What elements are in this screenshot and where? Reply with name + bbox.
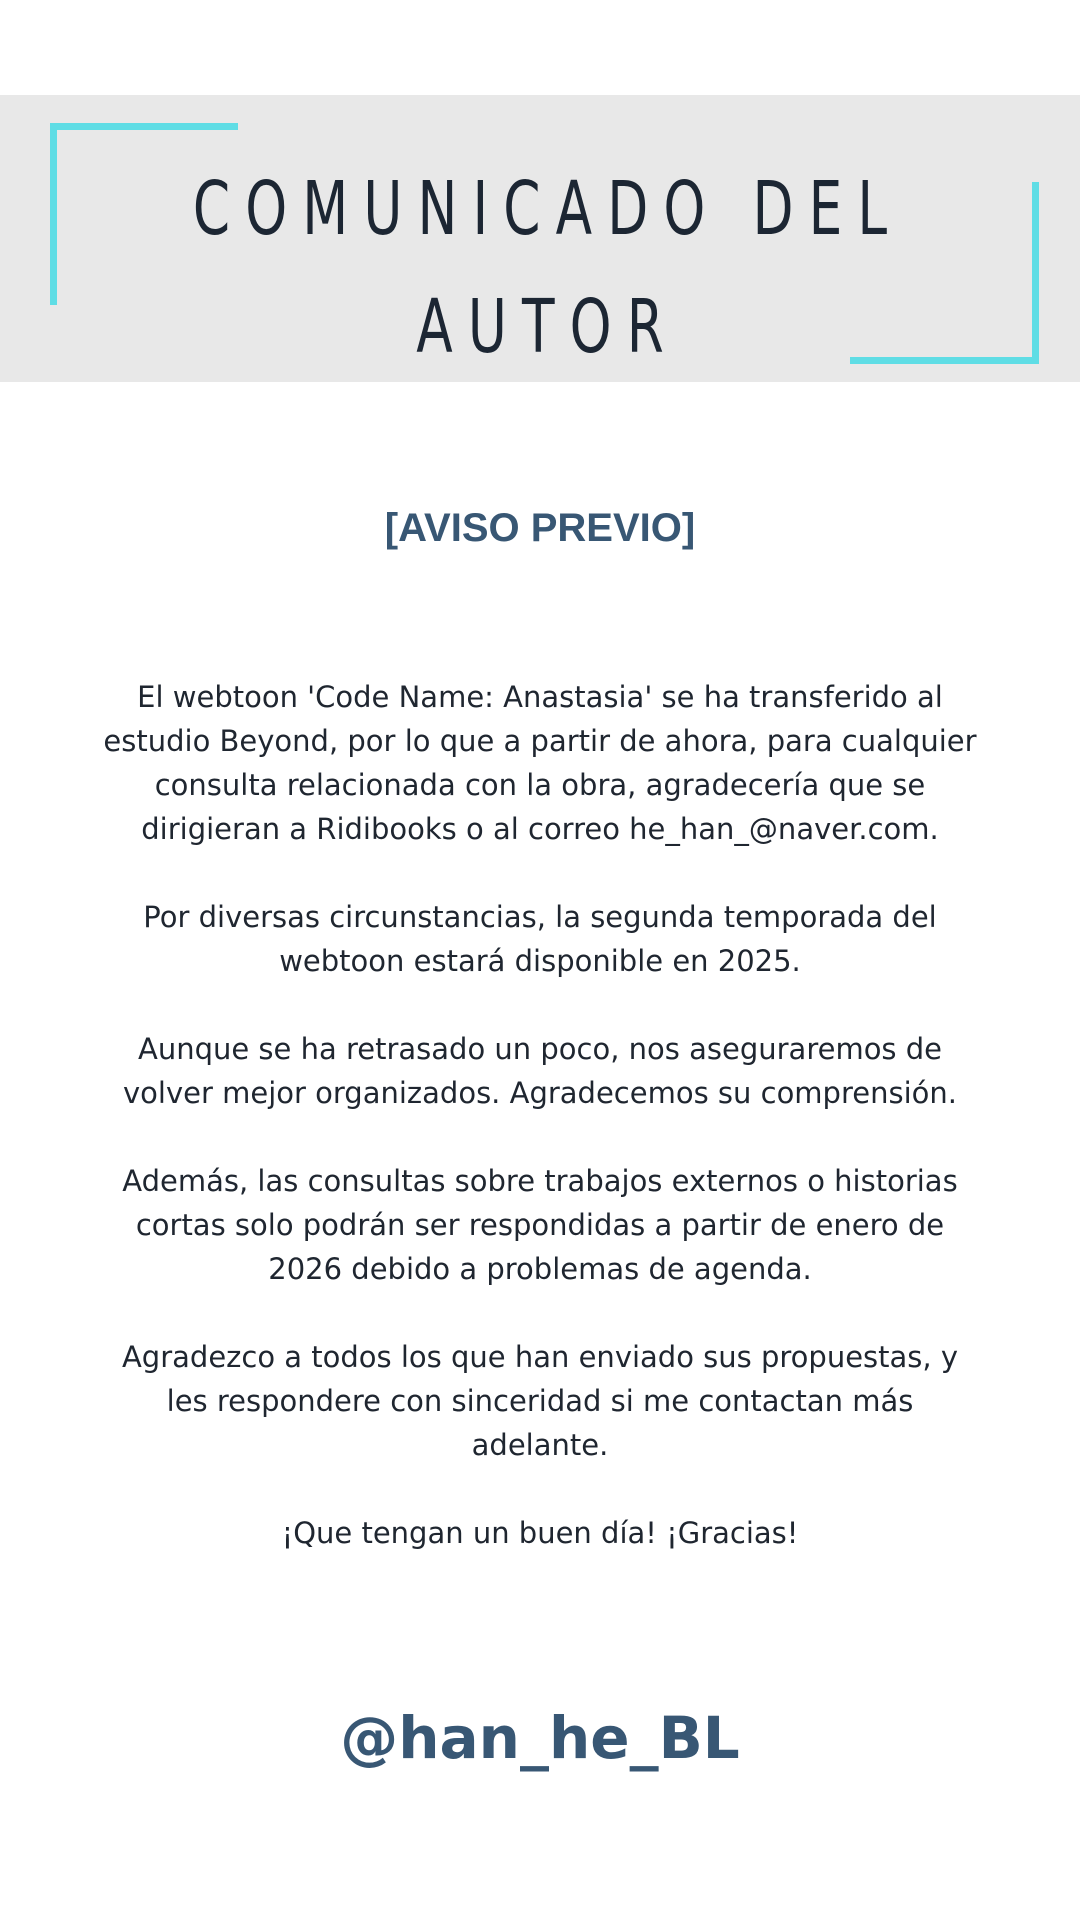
paragraph-transfer: El webtoon 'Code Name: Anastasia' se ha transferido al estudio Beyond, por lo que a partir de ahora, para cualquier consulta relacionada con la obra, agradecería que se dirigieran a Ridibooks o al correo he_han_@naver.com.	[103, 680, 977, 846]
corner-bracket-top-left-vertical	[50, 123, 57, 305]
page-title-line-1: COMUNICADO DEL	[192, 166, 903, 252]
paragraph-season-two: Por diversas circunstancias, la segunda temporada del webtoon estará disponible en 2025.	[143, 900, 937, 978]
corner-bracket-bottom-right-vertical	[1032, 182, 1039, 364]
author-handle: @han_he_BL	[340, 1704, 740, 1772]
paragraph-thanks: Agradezco a todos los que han enviado sus propuestas, y les respondere con sinceridad si me contactan más adelante.	[121, 1340, 959, 1462]
corner-bracket-top-left	[50, 123, 238, 130]
paragraph-delay: Aunque se ha retrasado un poco, nos aseguraremos de volver mejor organizados. Agradecemos su comprensión.	[123, 1032, 957, 1110]
page-title	[151, 150, 929, 386]
paragraph-external-work: Además, las consultas sobre trabajos externos o historias cortas solo podrán ser respondidas a partir de enero de 2026 debido a problemas de agenda.	[122, 1164, 958, 1286]
paragraph-farewell: ¡Que tengan un buen día! ¡Gracias!	[281, 1516, 799, 1550]
notice-heading: [AVISO PREVIO]	[384, 506, 696, 550]
announcement-body	[100, 675, 980, 1555]
page-title-line-2: AUTOR	[416, 284, 679, 370]
